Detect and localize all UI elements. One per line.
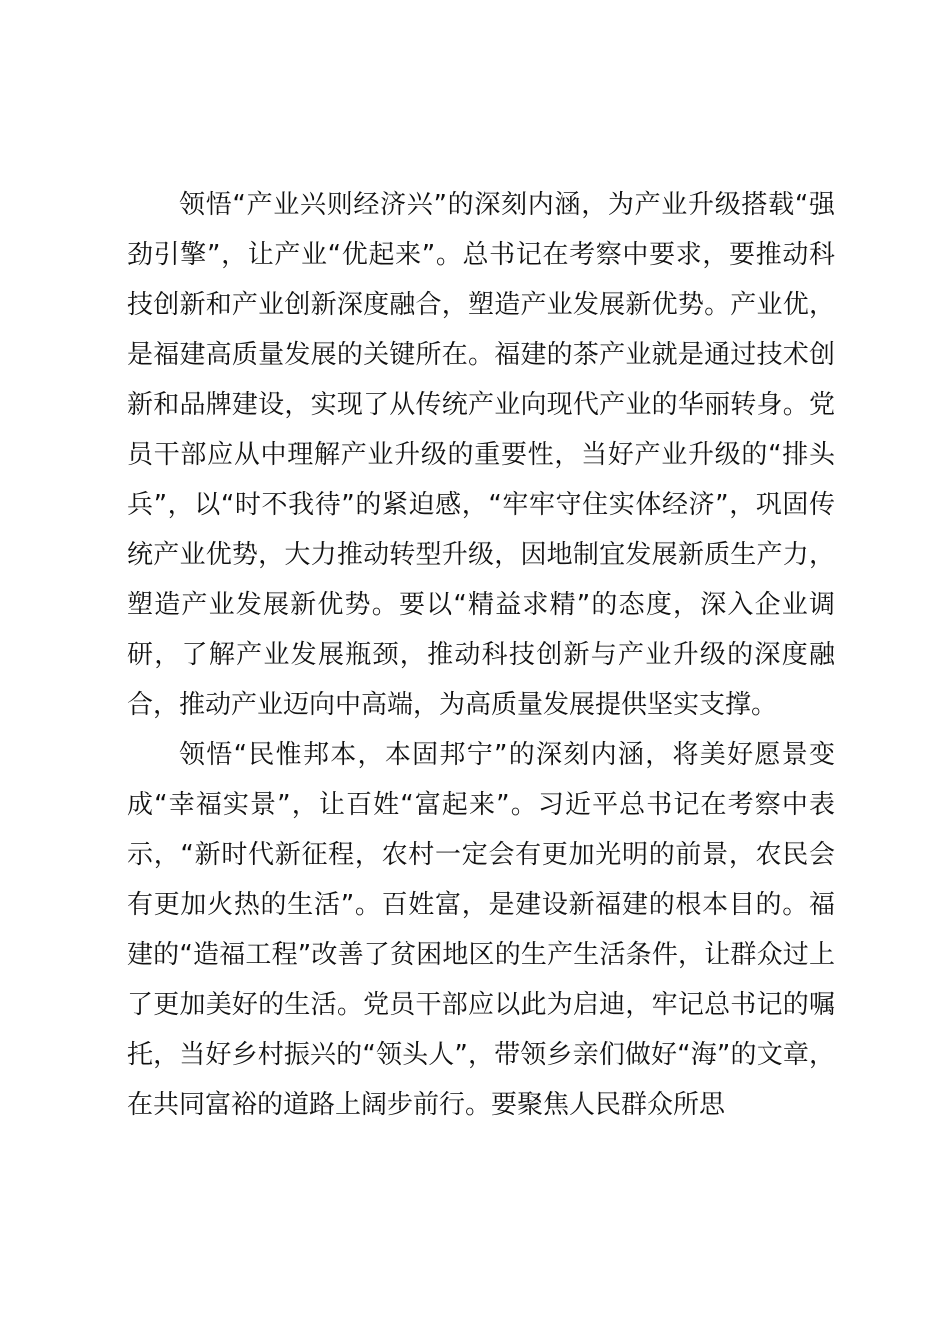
paragraph-industry-upgrade: 领悟“产业兴则经济兴”的深刻内涵，为产业升级搭载“强劲引擎”，让产业“优起来”。总书记在考察中要求，要推动科技创新和产业创新深度融合，塑造产业发展新优势。产业优，是福建高质量发展的关键所在。福建的茶产业就是通过技术创新和品牌建设，实现了从传统产业向现代产业的华丽转身。党员干部应从中理解产业升级的重要性，当好产业升级的“排头兵”，以“时不我待”的紧迫感，“牢牢守住实体经济”，巩固传统产业优势，大力推动转型升级，因地制宜发展新质生产力，塑造产业发展新优势。要以“精益求精”的态度，深入企业调研，了解产业发展瓶颈，推动科技创新与产业升级的深度融合，推动产业迈向中高端，为高质量发展提供坚实支撑。 [127, 190, 835, 720]
document-body [127, 180, 835, 1130]
paragraph-people-prosperity: 领悟“民惟邦本，本固邦宁”的深刻内涵，将美好愿景变成“幸福实景”，让百姓“富起来”。习近平总书记在考察中表示，“新时代新征程，农村一定会有更加光明的前景，农民会有更加火热的生活”。百姓富，是建设新福建的根本目的。福建的“造福工程”改善了贫困地区的生产生活条件，让群众过上了更加美好的生活。党员干部应以此为启迪，牢记总书记的嘱托，当好乡村振兴的“领头人”，带领乡亲们做好“海”的文章，在共同富裕的道路上阔步前行。要聚焦人民群众所思 [127, 740, 835, 1120]
